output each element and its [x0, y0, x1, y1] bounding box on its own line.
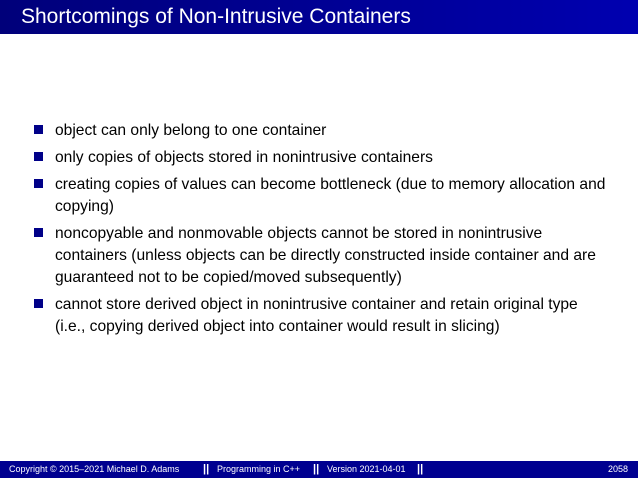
- bullet-text: cannot store derived object in nonintrusive container and retain original type (i.e., copying derived object into container would result in slicing): [55, 296, 578, 335]
- footer-version: Version 2021-04-01: [327, 464, 406, 474]
- title-bar: [0, 0, 638, 34]
- bullet-square-icon: [34, 125, 43, 134]
- footer-separator: ||: [417, 463, 424, 475]
- bullet-text: only copies of objects stored in nonintrusive containers: [55, 149, 433, 166]
- bullet-square-icon: [34, 179, 43, 188]
- bullet-item: [34, 294, 609, 338]
- footer-separator: ||: [203, 463, 210, 475]
- footer-page-number: 2058: [607, 464, 628, 474]
- bullet-list: [34, 120, 609, 343]
- bullet-square-icon: [34, 299, 43, 308]
- footer-separator: ||: [313, 463, 320, 475]
- footer-bar: [0, 461, 638, 478]
- bullet-text: object can only belong to one container: [55, 122, 327, 139]
- bullet-item: [34, 147, 609, 169]
- bullet-item: [34, 120, 609, 142]
- footer-copyright: Copyright © 2015–2021 Michael D. Adams: [9, 464, 180, 474]
- bullet-item: [34, 174, 609, 218]
- footer-course: Programming in C++: [217, 464, 301, 474]
- bullet-text: creating copies of values can become bottleneck (due to memory allocation and copying): [55, 176, 606, 215]
- bullet-square-icon: [34, 228, 43, 237]
- bullet-text: noncopyable and nonmovable objects cannot be stored in nonintrusive containers (unless objects can be directly constructed inside container and are guaranteed not to be copied/moved subsequently): [55, 225, 596, 286]
- bullet-square-icon: [34, 152, 43, 161]
- slide-title: Shortcomings of Non-Intrusive Containers: [21, 5, 411, 28]
- bullet-item: [34, 223, 609, 289]
